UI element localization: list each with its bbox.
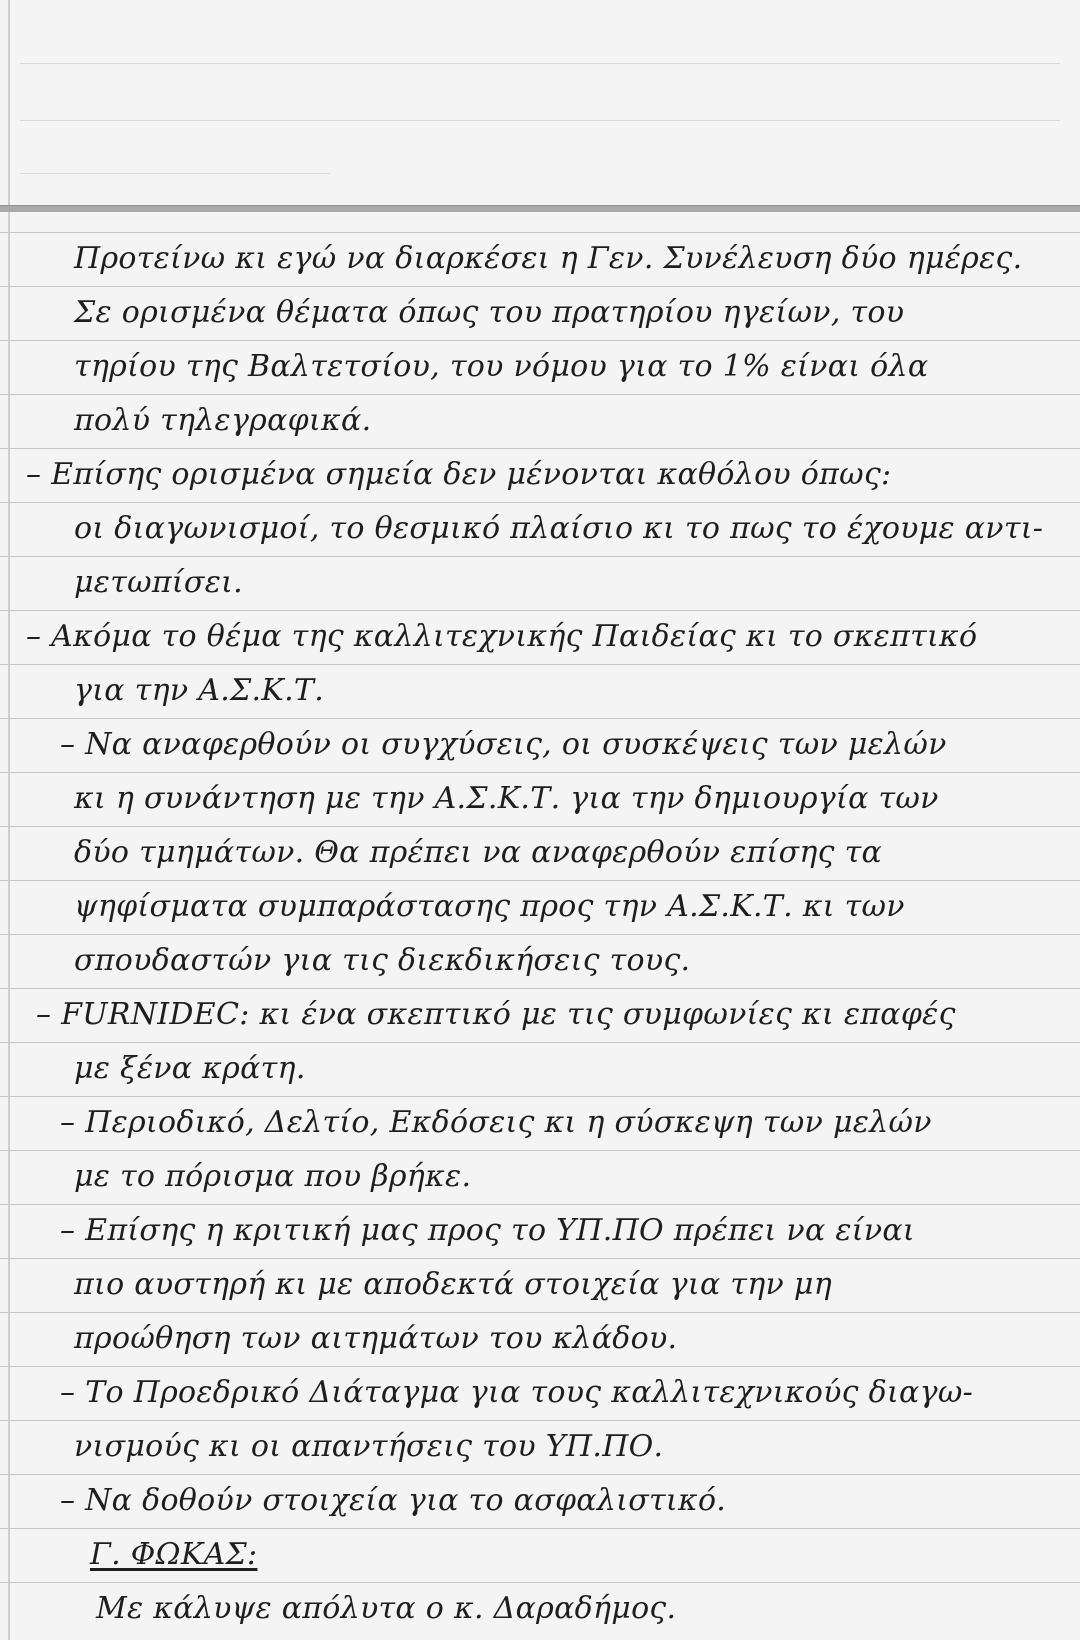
- text-line: για την Α.Σ.Κ.Τ.: [74, 673, 325, 708]
- ruled-line: [0, 1096, 1080, 1097]
- speaker-heading: Γ. ΦΩΚΑΣ:: [90, 1537, 258, 1572]
- ruled-line: [0, 1528, 1080, 1529]
- text-line: με το πόρισμα που βρήκε.: [74, 1159, 472, 1194]
- ruled-line: [0, 286, 1080, 287]
- ruled-line: [0, 394, 1080, 395]
- text-line: – Το Προεδρικό Διάταγμα για τους καλλιτεχνικούς διαγω-: [60, 1375, 974, 1410]
- text-line: – Ακόμα το θέμα της καλλιτεχνικής Παιδείας κι το σκεπτικό: [26, 619, 978, 654]
- ruled-line: [0, 340, 1080, 341]
- text-line: μετωπίσει.: [74, 565, 244, 600]
- ruled-line: [0, 1582, 1080, 1583]
- faint-line: [20, 120, 1060, 121]
- text-line: – Περιοδικό, Δελτίο, Εκδόσεις κι η σύσκεψη των μελών: [60, 1105, 932, 1140]
- ruled-line: [0, 988, 1080, 989]
- ruled-line: [0, 772, 1080, 773]
- text-line: Σε ορισμένα θέματα όπως του πρατηρίου ηγείων, του: [74, 295, 905, 330]
- text-line: – Επίσης ορισμένα σημεία δεν μένονται καθόλου όπως:: [26, 457, 892, 492]
- text-line: πολύ τηλεγραφικά.: [74, 403, 372, 438]
- text-line: οι διαγωνισμοί, το θεσμικό πλαίσιο κι το πως το έχουμε αντι-: [74, 511, 1044, 546]
- ruled-line: [0, 502, 1080, 503]
- ruled-line: [0, 826, 1080, 827]
- ruled-line: [0, 880, 1080, 881]
- ruled-line: [0, 718, 1080, 719]
- ruled-line: [0, 232, 1080, 233]
- ruled-line: [0, 1366, 1080, 1367]
- text-line: κι η συνάντηση με την Α.Σ.Κ.Τ. για την δημιουργία των: [74, 781, 939, 816]
- ruled-line: [0, 1258, 1080, 1259]
- ruled-line: [0, 1420, 1080, 1421]
- text-line: – Να αναφερθούν οι συγχύσεις, οι συσκέψεις των μελών: [60, 727, 947, 762]
- text-line: Προτείνω κι εγώ να διαρκέσει η Γεν. Συνέλευση δύο ημέρες.: [74, 241, 1023, 276]
- text-line: Με κάλυψε απόλυτα ο κ. Δαραδήμος.: [96, 1591, 677, 1626]
- text-line: με ξένα κράτη.: [74, 1051, 306, 1086]
- ruled-line: [0, 448, 1080, 449]
- text-line: σπουδαστών για τις διεκδικήσεις τους.: [74, 943, 691, 978]
- ruled-line: [0, 1474, 1080, 1475]
- text-line: – Επίσης η κριτική μας προς το ΥΠ.ΠΟ πρέπει να είναι: [60, 1213, 915, 1248]
- text-line: – FURNIDEC: κι ένα σκεπτικό με τις συμφωνίες κι επαφές: [36, 997, 956, 1032]
- ruled-line: [0, 610, 1080, 611]
- ruled-line: [0, 1042, 1080, 1043]
- ruled-line: [0, 556, 1080, 557]
- header-rule: [0, 205, 1080, 212]
- faint-line: [20, 173, 330, 174]
- ruled-line: [0, 934, 1080, 935]
- text-line: – Να δοθούν στοιχεία για το ασφαλιστικό.: [60, 1483, 727, 1518]
- ruled-line: [0, 664, 1080, 665]
- text-line: δύο τμημάτων. Θα πρέπει να αναφερθούν επίσης τα: [74, 835, 883, 870]
- text-line: προώθηση των αιτημάτων του κλάδου.: [74, 1321, 678, 1356]
- text-line: πιο αυστηρή κι με αποδεκτά στοιχεία για την μη: [74, 1267, 832, 1302]
- ruled-line: [0, 1204, 1080, 1205]
- faint-line: [20, 63, 1060, 64]
- ruled-line: [0, 1150, 1080, 1151]
- text-line: ψηφίσματα συμπαράστασης προς την Α.Σ.Κ.Τ. κι των: [74, 889, 905, 924]
- ruled-line: [0, 1312, 1080, 1313]
- text-line: τηρίου της Βαλτετσίου, του νόμου για το 1% είναι όλα: [74, 349, 929, 384]
- text-line: νισμούς κι οι απαντήσεις του ΥΠ.ΠΟ.: [74, 1429, 664, 1464]
